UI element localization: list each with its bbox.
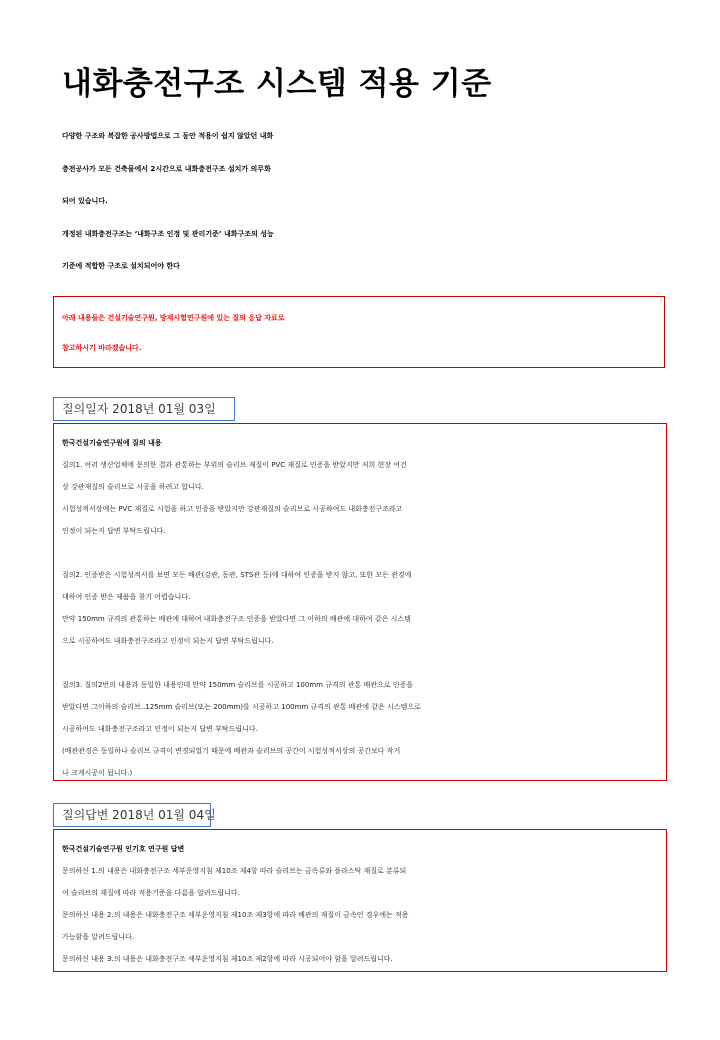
intro-paragraph — [62, 120, 682, 283]
answer-heading: 한국건설기술연구원 인기호 연구원 답변 — [62, 845, 185, 853]
question-line: 대하여 인증 받은 제품을 찾기 어렵습니다. — [62, 593, 191, 601]
notice-line: 참고하시기 바라겠습니다. — [62, 344, 142, 352]
answer-line: 어 슬리브의 재질에 따라 적용기준을 다름을 알려드립니다. — [62, 889, 240, 897]
answer-line: 문의하신 내용 3.의 내용은 내화충전구조 세부운영지침 제10조 제2항에 따라 시공되어야 함을 알려드립니다. — [62, 955, 393, 963]
notice-line: 아래 내용들은 건설기술연구원, 방재시험연구원에 있는 질의 응답 자료로 — [62, 314, 285, 322]
question-line: 으로 시공하여도 내화충전구조라고 인정이 되는지 답변 부탁드립니다. — [62, 637, 274, 645]
inquiry-box — [53, 423, 667, 781]
intro-line: 되어 있습니다. — [62, 197, 108, 205]
intro-line: 기준에 적합한 구조로 설치되어야 한다 — [62, 262, 180, 270]
question-line: 질의1. 여러 생산업체에 문의한 결과 관통하는 부위의 슬리브 재질이 PVC 재질로 인증을 받았지만 저희 현장 여건 — [62, 461, 407, 469]
question-line: 받았다면 그이하의 슬리브..125mm 슬리브(또는 200mm)를 시공하고 100mm 규격의 관통 배관에 같은 시스템으로 — [62, 703, 421, 711]
paragraph-gap — [62, 652, 666, 674]
notice-box — [53, 296, 665, 368]
answer-date-tab: 질의답변 2018년 01월 04일 — [53, 803, 211, 827]
answer-line: 가능함을 알려드립니다. — [62, 933, 135, 941]
page-title: 내화충전구조 시스템 적용 기준 — [62, 66, 492, 102]
intro-line: 충전공사가 모든 건축물에서 2시간으로 내화충전구조 설치가 의무화 — [62, 164, 271, 173]
inquiry-heading: 한국건설기술연구원에 질의 내용 — [62, 439, 162, 447]
question-line: 질의2. 인증받은 시험성적서를 보면 모든 배관(강관, 동관, STS관 등)에 대하여 인증을 받지 않고, 또한 모든 관경에 — [62, 571, 412, 579]
question-line: 상 강관재질의 슬리브로 시공을 하려고 합니다. — [62, 483, 204, 491]
inquiry-date-tab: 질의일자 2018년 01월 03일 — [53, 397, 235, 421]
question-line: 인정이 되는지 답변 부탁드립니다. — [62, 527, 166, 535]
question-line: 시험성적서상에는 PVC 재질로 시험을 하고 인증을 받았지만 강관재질의 슬리브로 시공하여도 내화충전구조라고 — [62, 505, 403, 513]
question-line: 나 크게시공이 됩니다.) — [62, 769, 133, 777]
answer-box — [53, 829, 667, 972]
question-line: (배관관경은 동일하나 슬리브 규격이 변경되었기 때문에 배관과 슬리브의 공간이 시험성적서상의 공간보다 작거 — [62, 747, 401, 755]
paragraph-gap — [62, 542, 666, 564]
intro-line: 개정된 내화충전구조는 ‘내화구조 인정 및 관리기준’ 내화구조의 성능 — [62, 229, 274, 238]
question-line: 시공하여도 내화충전구조라고 인정이 되는지 답변 부탁드립니다. — [62, 725, 258, 733]
answer-line: 문의하신 1.의 내용은 내화충전구조 세부운영지침 제10조 제4항 따라 슬리브는 금속류와 플라스틱 재질로 분류되 — [62, 867, 407, 875]
question-line: 질의3. 질의2번의 내용과 동일한 내용인데 만약 150mm 슬리브를 시공하고 100mm 규격의 관통 배관으로 인증을 — [62, 681, 414, 689]
intro-line: 다양한 구조와 복잡한 공사방법으로 그 동안 적용이 쉽지 않았던 내화 — [62, 132, 274, 140]
question-line: 만약 150mm 규격의 관통하는 배관에 대하여 내화충전구조 인증을 받았다면 그 이하의 배관에 대하여 같은 시스템 — [62, 615, 411, 623]
answer-line: 문의하신 내용 2.의 내용은 내화충전구조 세부운영지침 제10조 제3항에 따라 배관의 재질이 금속인 경우에는 적용 — [62, 911, 409, 919]
